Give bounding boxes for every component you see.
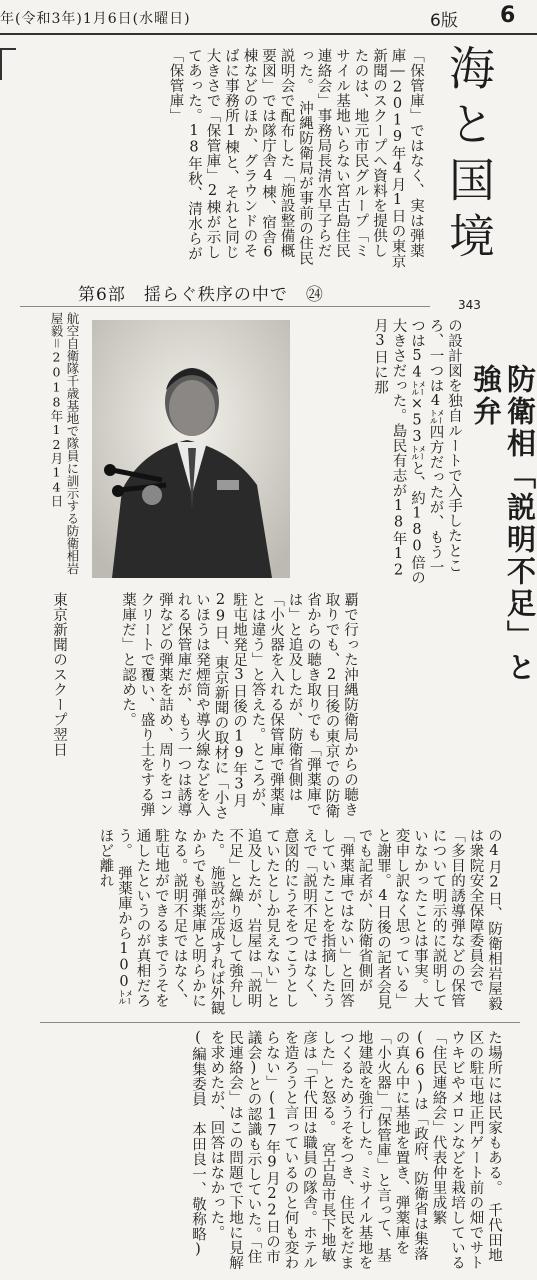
header-rule bbox=[0, 33, 537, 35]
page-number: 6 bbox=[500, 3, 516, 28]
photo-defense-minister bbox=[92, 320, 290, 578]
photo-caption: 航空自衛隊千歳基地で隊員に訓示する防衛相岩屋毅＝2018年12月14日 bbox=[49, 312, 80, 575]
edition-label: 6版 bbox=[430, 11, 458, 31]
divider bbox=[40, 1022, 520, 1023]
article-block-bottom-left: た場所には民家もある。 千代田地区の駐屯地正門ゲート前の畑でサトウキビやメロンなどを栽培している「住民連絡会」代表仲里成繁(66)は「政府、防衛省は集落の真ん中に基地を置き、弾薬庫を「小火器」「保管庫」と言って、基地建設を強行した。ミサイル基地をつくるためうそをつき、住民をだました」と怒る。 宮古島市長下地敏彦は「千代田は職員の隊舎。ホテルを造ろうと言っているのと何も変わらない」(17年9月22日の市議会)との認識も示していた。「住民連絡会」はこの問題で下地に見解を求めたが、回答はなかった。(編集委員 本田良一、敬称略) bbox=[190, 1030, 502, 1270]
series-title: 海と国境 bbox=[442, 44, 496, 268]
article-block-mid-left: 覇で行った沖縄防衛局からの聴き取りでも、2日後の東京での防衛省からの聴き取りでも「弾薬庫では」と追及したが、防衛省側は「小火器を入れる保管庫で弾薬庫とは違う」と答えた。ところが、駐屯地発足3日後の19年3月29日、東京新聞の取材に「小さいほうは発煙筒や導火線などを入れる保管庫だが、もう一つは誘導弾などの弾薬を詰め、周りをコンクリートで覆い、盛り土をする弾薬庫だ」と認めた。 bbox=[120, 592, 358, 820]
article-block-bottom-right: の4月2日、防衛相岩屋毅は衆院安全保障委員会で「多目的誘導弾などの保管について明示的に説明していなかったことは事実。大変申し訳なく思っている」と謝罪。4日後の記者会見でも記者が、防衛省側が「弾薬庫ではない」と回答していたことを指摘したうえで「説明不足ではなく、意図的にうそをつこうとしていたとしか見えない」と追及したが、岩屋は「説明不足」と繰り返して強弁した。 施設が完成すれば外観からでも弾薬庫と明らかになる。説明不足ではなく、駐屯地ができるまでうそを通したというのが真相だろう。 弾薬庫から100㍍ほど離れ bbox=[97, 828, 502, 1016]
series-number: 343 bbox=[458, 298, 481, 312]
article-block-top: 「保管庫」ではなく、実は弾薬庫―2019年4月1日の東京新聞のスクープへ資料を提供したのは、地元市民グループ「ミサイル基地いらない宮古島住民連絡会」事務局長清水早子らだった。 沖縄防衛局が事前の住民説明会で配布した「施設整備概要図」では隊庁舎4棟、宿舎6棟などのほか、グラウンドのそばに事務所1棟と、それと同じ大きさで「保管庫」2棟が示してあった。18年秋、清水らが「保管庫」 bbox=[167, 48, 424, 269]
article-block-mid-left-end: 東京新聞のスクープ翌日 bbox=[51, 592, 67, 757]
article-block-mid-right: の設計図を独自ルートで入手したところ、一つは4㍍四方だったが、もう一つは54㍍×53㍍と、約180倍の大きさだった。島民有志が18年12月3日に那 bbox=[372, 318, 462, 585]
divider bbox=[20, 306, 430, 307]
headline: 防衛相「説明不足」と強弁 bbox=[469, 364, 537, 684]
publication-date: 年(令和3年)1月6日(水曜日) bbox=[0, 11, 191, 27]
part-heading: 第6部 揺らぐ秩序の中で ㉔ bbox=[78, 285, 324, 305]
